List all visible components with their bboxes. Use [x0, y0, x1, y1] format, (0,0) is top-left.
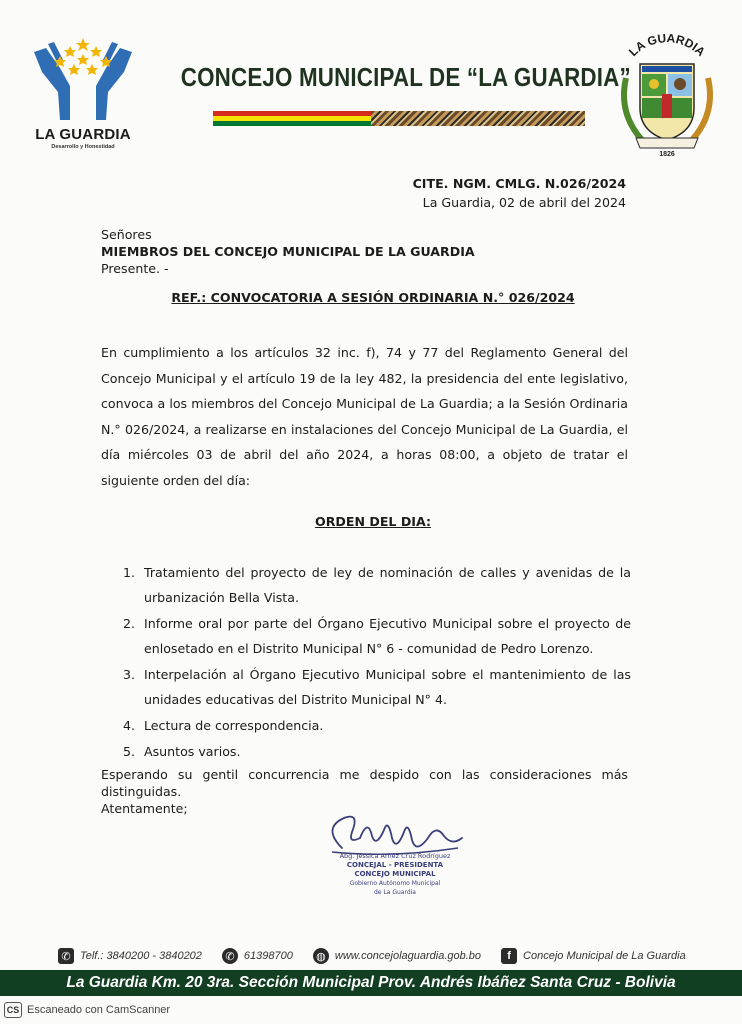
signer-institution: CONCEJO MUNICIPAL [354, 870, 436, 878]
camscanner-icon: CS [4, 1002, 22, 1018]
municipal-seal [612, 28, 722, 158]
agenda-item-number: 4. [123, 718, 136, 733]
logo-subtext: Desarrollo y Honestidad [51, 144, 115, 150]
agenda-item-number: 3. [123, 667, 136, 682]
agenda-item [101, 713, 631, 738]
signer-government: Gobierno Autónomo Municipal [349, 880, 441, 887]
agenda-item-text: Tratamiento del proyecto de ley de nominación de calles y avenidas de la urbanización Bella Vista. [144, 565, 631, 605]
cite-block [413, 174, 626, 212]
greeting-block [101, 226, 475, 277]
cite-number: CITE. NGM. CMLG. N.026/2024 [412, 176, 626, 191]
agenda-item [101, 611, 631, 661]
scanner-label: Escaneado con CamScanner [27, 1004, 171, 1016]
agenda-list [101, 560, 631, 765]
salutation: Señores [101, 227, 152, 242]
whatsapp-icon: ✆ [222, 948, 238, 964]
phone-icon: ✆ [58, 948, 74, 964]
contact-line [58, 946, 686, 966]
agenda-item [101, 662, 631, 712]
presente: Presente. - [101, 261, 169, 276]
la-guardia-logo [30, 34, 136, 154]
footer-bar [0, 970, 742, 996]
agenda-item-number: 5. [123, 744, 136, 759]
hands-stars-icon [30, 34, 136, 126]
signer-role: CONCEJAL - PRESIDENTA [346, 861, 444, 869]
seal-year: 1826 [659, 151, 675, 158]
logo-text: LA GUARDIA [35, 126, 131, 143]
organization-title: CONCEJO MUNICIPAL DE “LA GUARDIA” [180, 62, 631, 92]
agenda-item-text: Informe oral por parte del Órgano Ejecutivo Municipal sobre el proyecto de enlosetado en el Distrito Municipal N° 6 - comunidad de Pedro Lorenzo. [144, 616, 631, 656]
agenda-item [101, 560, 631, 610]
farewell: Atentamente; [101, 801, 188, 816]
agenda-title: ORDEN DEL DIA: [314, 514, 431, 529]
contact-facebook[interactable]: Concejo Municipal de La Guardia [523, 950, 686, 962]
signer-place: de La Guardia [374, 889, 416, 896]
recipient: MIEMBROS DEL CONCEJO MUNICIPAL DE LA GUARDIA [101, 244, 475, 259]
contact-website[interactable]: www.concejolaguardia.gob.bo [334, 950, 482, 962]
agenda-item-text: Asuntos varios. [144, 744, 241, 759]
globe-icon: ◍ [313, 948, 329, 964]
reference-line: REF.: CONVOCATORIA A SESIÓN ORDINARIA N.° 026/2024 [171, 290, 575, 305]
signer-name: Abg. Jessica Arnez Cruz Rodríguez [339, 852, 451, 860]
agenda-item-text: Lectura de correspondencia. [144, 718, 324, 733]
agenda-item-number: 2. [123, 616, 136, 631]
aguayo-pattern-bar [371, 111, 585, 126]
closing-text: Esperando su gentil concurrencia me despido con las consideraciones más distinguidas. [101, 767, 628, 799]
bolivia-flag-bar [213, 111, 371, 126]
agenda-item [101, 739, 631, 764]
svg-text:LA GUARDIA [626, 31, 708, 59]
agenda-item-number: 1. [123, 565, 136, 580]
body-paragraph: En cumplimiento a los artículos 32 inc. f), 74 y 77 del Reglamento General del Concejo Municipal y el artículo 19 de la ley 482, la presidencia del ente legislativo, convoca a los miembros del Concejo Municipal de La Guardia; a la Sesión Ordinaria N.° 026/2024, a realizarse en instalaciones del Concejo Municipal de La Guardia, el día miércoles 03 de abril del año 2024, a horas 08:00, a objeto de tratar el siguiente orden del día: [101, 345, 628, 488]
footer-address: La Guardia Km. 20 3ra. Sección Municipal Prov. Andrés Ibáñez Santa Cruz - Bolivia [66, 974, 676, 991]
coat-of-arms-icon [612, 28, 722, 158]
scanner-watermark [4, 1000, 170, 1020]
agenda-item-text: Interpelación al Órgano Ejecutivo Municipal sobre el mantenimiento de las unidades educativas del Distrito Municipal N° 4. [144, 667, 631, 707]
place-date: La Guardia, 02 de abril del 2024 [422, 195, 626, 210]
contact-whatsapp: 61398700 [243, 950, 293, 962]
contact-phone: Telf.: 3840200 - 3840202 [80, 950, 202, 962]
facebook-icon: f [501, 948, 517, 964]
signer-block [300, 852, 490, 897]
seal-text: LA GUARDIA [625, 31, 708, 60]
